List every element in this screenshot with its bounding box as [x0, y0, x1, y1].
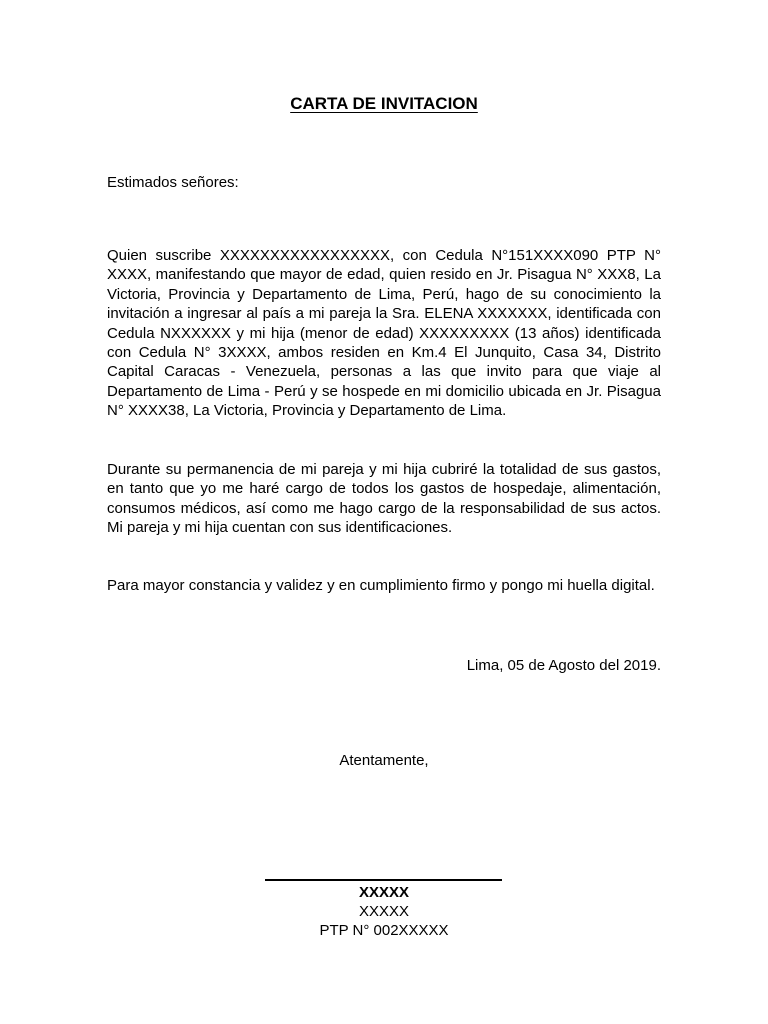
- date-line: Lima, 05 de Agosto del 2019.: [466, 657, 661, 674]
- signature-block: [0, 883, 768, 940]
- closing: Atentamente,: [339, 752, 429, 769]
- paragraph-invitation: Quien suscribe XXXXXXXXXXXXXXXXX, con Cedula N°151XXXX090 PTP N° XXXX, manifestando que mayor de edad, quien resido en Jr. Pisagua N° XXX8, La Victoria, Provincia y Departamento de Lima, Perú, hago de su conocimiento la invitación a ingresar al país a mi pareja la Sra. ELENA XXXXXXX, identificada con Cedula NXXXXXX y mi hija (menor de edad) XXXXXXXXX (13 años) identificada con Cedula N° 3XXXX, ambos residen en Km.4 El Junquito, Casa 34, Distrito Capital Caracas - Venezuela, personas a las que invito para que viaje al Departamento de Lima - Perú y se hospede en mi domicilio ubicada en Jr. Pisagua N° XXXX38, La Victoria, Provincia y Departamento de Lima.: [107, 247, 661, 420]
- salutation: Estimados señores:: [107, 174, 239, 191]
- signature-name: XXXXX: [358, 884, 410, 901]
- signature-ptp: PTP N° 002XXXXX: [319, 922, 449, 939]
- paragraph-constancy: Para mayor constancia y validez y en cumplimiento firmo y pongo mi huella digital.: [107, 577, 655, 594]
- signature-line: [265, 879, 502, 881]
- signature-line-2: XXXXX: [358, 903, 410, 920]
- paragraph-expenses: Durante su permanencia de mi pareja y mi hija cubriré la totalidad de sus gastos, en tanto que yo me haré cargo de todos los gastos de hospedaje, alimentación, consumos médicos, así como me hago cargo de la responsabilidad de sus actos. Mi pareja y mi hija cuentan con sus identificaciones.: [107, 461, 661, 537]
- letter-title: CARTA DE INVITACION: [290, 94, 478, 113]
